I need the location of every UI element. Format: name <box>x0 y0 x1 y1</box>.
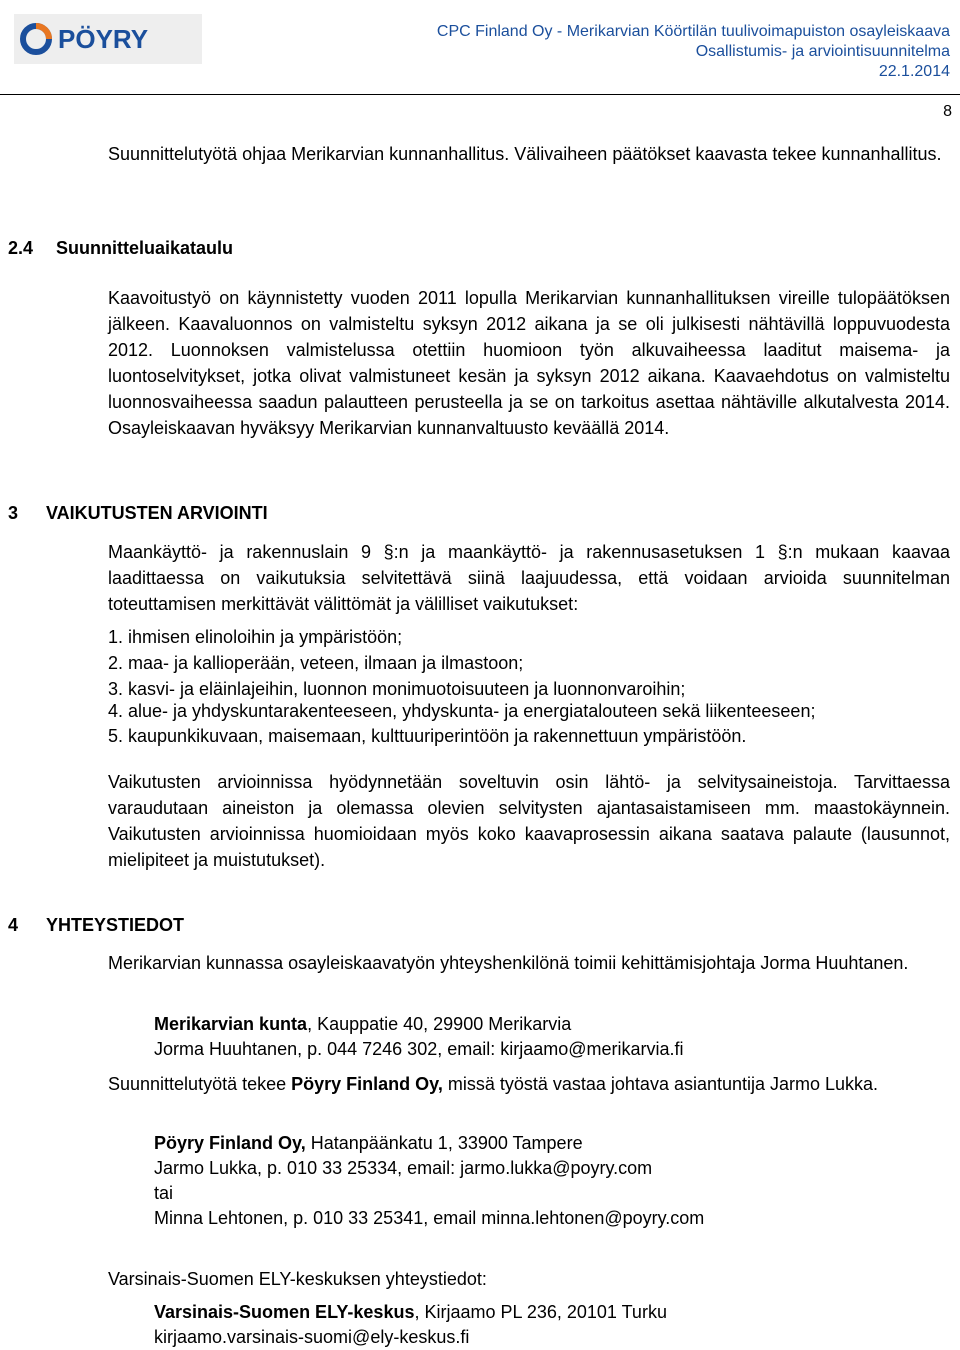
header-divider <box>0 94 960 95</box>
impact-list-item: 3. kasvi- ja eläinlajeihin, luonnon monimuotoisuuteen ja luonnonvaroihin; <box>108 679 686 699</box>
municipality-contact <box>154 1012 684 1062</box>
ely-intro: Varsinais-Suomen ELY-keskuksen yhteystiedot: <box>108 1269 487 1289</box>
contact-intro-paragraph: Merikarvian kunnassa osayleiskaavatyön yhteyshenkilönä toimii kehittämisjohtaja Jorma Huuhtanen. <box>108 953 909 973</box>
assessment-methods-paragraph: Vaikutusten arvioinnissa hyödynnetään soveltuvin osin lähtö- ja selvitysaineistoja. Tarvittaessa varaudutaan aineiston ja olemassa olevien selvitysten ajantasaistamiseen mm. maastokäynnein. Vaikutusten arvioinnissa huomioidaan myös koko kaavaprosessin aikana saatava palaute (lausunnot, mielipiteet ja muistutukset). <box>108 772 950 870</box>
schedule-paragraph: Kaavoitustyö on käynnistetty vuoden 2011 lopulla Merikarvian kunnanhallituksen vireille tulopäätöksen jälkeen. Kaavaluonnos on valmisteltu syksyn 2012 aikana ja se oli julkisesti nähtävillä loppuvuodesta 2012. Luonnoksen valmistelussa otettiin huomioon työn alkuvaiheessa laaditut maisema- ja luontoselvitykset, jotka olivat valmistuneet kesän ja syksyn 2012 aikana. Kaavaehdotus on valmisteltu luonnosvaiheessa saadun palautteen perusteella ja se on tarkoitus asettaa nähtäville alkutalvesta 2014. Osayleiskaavan hyväksyy Merikarvian kunnanvaltuusto keväällä 2014. <box>108 288 950 438</box>
consultant-address-line: Pöyry Finland Oy, Hatanpäänkatu 1, 33900 Tampere <box>154 1133 583 1153</box>
section-3-heading <box>8 500 408 526</box>
consultant-paragraph: Suunnittelutyötä tekee Pöyry Finland Oy, missä työstä vastaa johtava asiantuntija Jarmo Lukka. <box>108 1074 879 1094</box>
consultant-contact-person: Jarmo Lukka, p. 010 33 25334, email: jarmo.lukka@poyry.com <box>154 1158 653 1178</box>
municipality-contact-person: Jorma Huuhtanen, p. 044 7246 302, email: kirjaamo@merikarvia.fi <box>154 1039 684 1059</box>
impact-list-item: 2. maa- ja kallioperään, veteen, ilmaan ja ilmastoon; <box>108 653 524 673</box>
header-project-title: CPC Finland Oy - Merikarvian Köörtilän tuulivoimapuiston osayleiskaava <box>436 23 950 40</box>
ely-contact <box>154 1300 667 1350</box>
consultant-contact-person-2: Minna Lehtonen, p. 010 33 25341, email minna.lehtonen@poyry.com <box>154 1208 705 1228</box>
impact-list-item: 1. ihmisen elinoloihin ja ympäristöön; <box>108 627 403 647</box>
ely-email: kirjaamo.varsinais-suomi@ely-keskus.fi <box>154 1327 470 1347</box>
section-number: 2.4 <box>8 238 34 258</box>
intro-paragraph: Suunnittelutyötä ohjaa Merikarvian kunnanhallitus. Välivaiheen päätökset kaavasta tekee kunnanhallitus. <box>108 144 942 164</box>
impact-list-item: 5. kaupunkikuvaan, maisemaan, kulttuuriperintöön ja rakennettuun ympäristöön. <box>108 726 747 746</box>
header-document-type: Osallistumis- ja arviointisuunnitelma <box>695 43 950 60</box>
page-number: 8 <box>943 103 952 120</box>
section-number: 3 <box>8 503 19 523</box>
section-number: 4 <box>8 915 19 935</box>
consultant-name: Pöyry Finland Oy, <box>291 1074 443 1094</box>
ely-name: Varsinais-Suomen ELY-keskus <box>154 1302 415 1322</box>
section-title: Suunnitteluaikataulu <box>56 238 234 258</box>
section-4-heading <box>8 912 408 938</box>
municipality-name: Merikarvian kunta <box>154 1014 308 1034</box>
poyry-logo-icon <box>14 14 202 64</box>
impact-list-item: 4. alue- ja yhdyskuntarakenteeseen, yhdyskunta- ja energiatalouteen sekä liikenteeseen; <box>108 701 816 721</box>
poyry-logo <box>14 14 202 64</box>
section-2-4-heading <box>8 235 408 261</box>
header-date: 22.1.2014 <box>878 63 950 80</box>
section-title: YHTEYSTIEDOT <box>46 915 185 935</box>
section-title: VAIKUTUSTEN ARVIOINTI <box>46 503 268 523</box>
svg-text:PÖYRY: PÖYRY <box>58 24 149 54</box>
assessment-paragraph: Maankäyttö- ja rakennuslain 9 §:n ja maankäyttö- ja rakennusasetuksen 1 §:n mukaan kaavaa laadittaessa on vaikutuksia selvitettävä siinä laajuudessa, että voidaan arvioida suunnitelman toteuttamisen merkittävät välittömät ja välilliset vaikutukset: <box>108 542 950 614</box>
ely-address-line: Varsinais-Suomen ELY-keskus, Kirjaamo PL 236, 20101 Turku <box>154 1302 667 1322</box>
municipality-address-line: Merikarvian kunta, Kauppatie 40, 29900 Merikarvia <box>154 1014 572 1034</box>
consultant-contact <box>154 1131 704 1231</box>
consultant-or: tai <box>154 1183 174 1203</box>
consultant-org: Pöyry Finland Oy, <box>154 1133 306 1153</box>
